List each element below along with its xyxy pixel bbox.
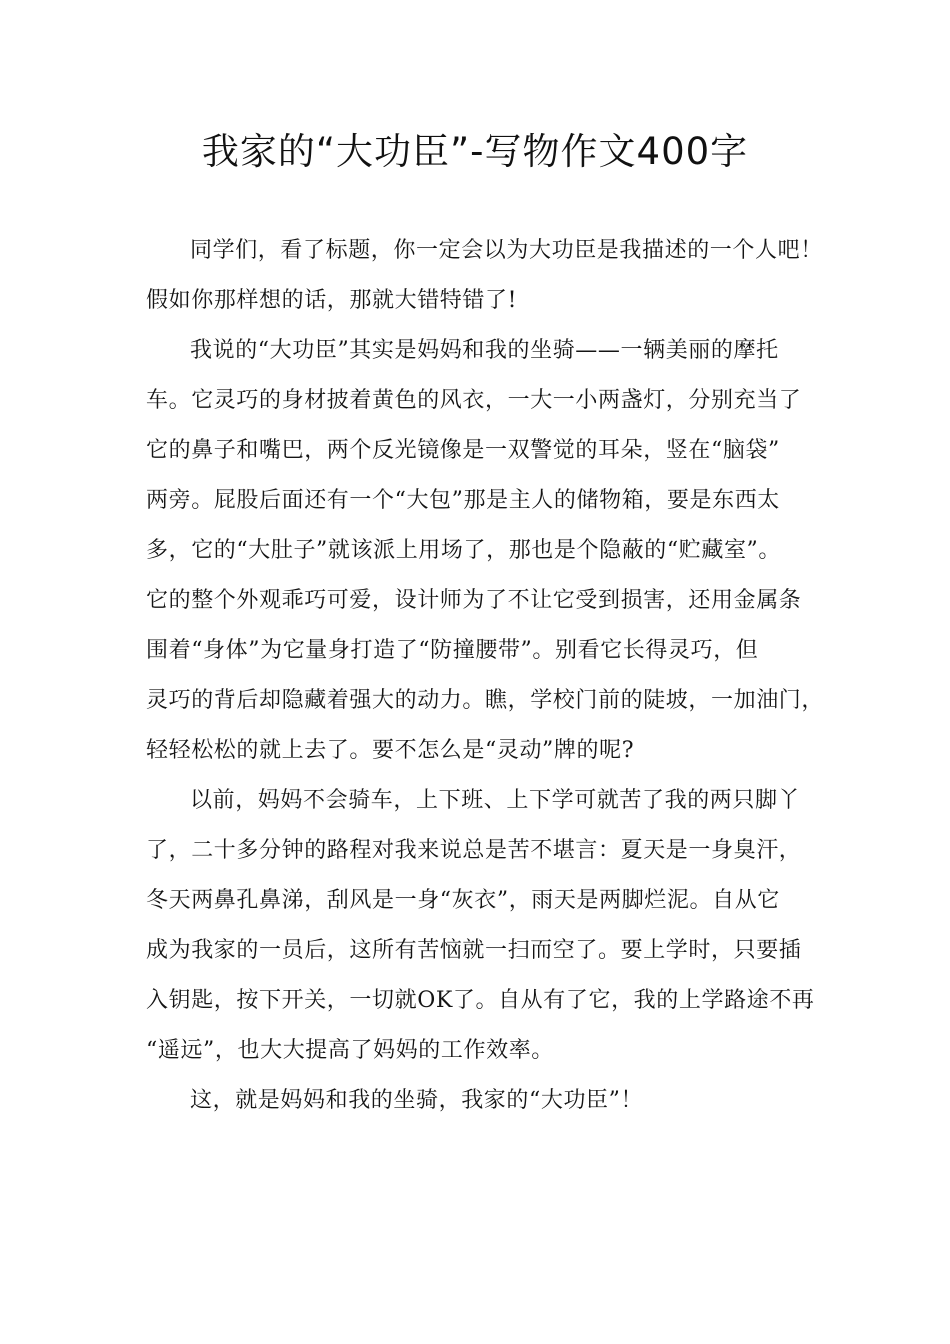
paragraph-3-line-1: 以前，妈妈不会骑车，上下班、上下学可就苦了我的两只脚丫	[190, 788, 801, 813]
paragraph-3-line-2: 了，二十多分钟的路程对我来说总是苦不堪言：夏天是一身臭汗，	[146, 838, 802, 863]
paragraph-3-line-3: 冬天两鼻孔鼻涕，刮风是一身“灰衣”，雨天是两脚烂泥。自从它	[146, 888, 780, 913]
paragraph-2-line-1: 我说的“大功臣”其实是妈妈和我的坐骑——一辆美丽的摩托	[190, 338, 779, 363]
paragraph-1-line-1: 同学们，看了标题，你一定会以为大功臣是我描述的一个人吧！	[190, 238, 823, 263]
paragraph-2-line-6: 它的整个外观乖巧可爱，设计师为了不让它受到损害，还用金属条	[146, 588, 802, 613]
paragraph-2-line-3: 它的鼻子和嘴巴，两个反光镜像是一双警觉的耳朵，竖在“脑袋”	[146, 438, 780, 463]
paragraph-3-line-6: “遥远”，也大大提高了妈妈的工作效率。	[146, 1038, 554, 1063]
paragraph-2-line-8: 灵巧的背后却隐藏着强大的动力。瞧，学校门前的陡坡，一加油门，	[146, 688, 825, 713]
paragraph-3-line-4: 成为我家的一员后，这所有苦恼就一扫而空了。要上学时，只要插	[146, 938, 802, 963]
document-title: 我家的“大功臣”-写物作文400字	[201, 130, 749, 173]
paragraph-4-line-1: 这，就是妈妈和我的坐骑，我家的“大功臣”！	[190, 1088, 644, 1113]
paragraph-2-line-7: 围着“身体”为它量身打造了“防撞腰带”。别看它长得灵巧，但	[146, 638, 759, 663]
paragraph-1-line-2: 假如你那样想的话，那就大错特错了!	[146, 288, 518, 313]
paragraph-2-line-2: 车。它灵巧的身材披着黄色的风衣，一大一小两盏灯，分别充当了	[146, 388, 802, 413]
paragraph-3-line-5: 入钥匙，按下开关，一切就OK了。自从有了它，我的上学路途不再	[146, 988, 815, 1013]
paragraph-2-line-9: 轻轻松松的就上去了。要不怎么是“灵动”牌的呢?	[146, 738, 635, 763]
paragraph-2-line-4: 两旁。屁股后面还有一个“大包”那是主人的储物箱，要是东西太	[146, 488, 780, 513]
paragraph-2-line-5: 多，它的“大肚子”就该派上用场了，那也是个隐蔽的“贮藏室”。	[146, 538, 781, 563]
